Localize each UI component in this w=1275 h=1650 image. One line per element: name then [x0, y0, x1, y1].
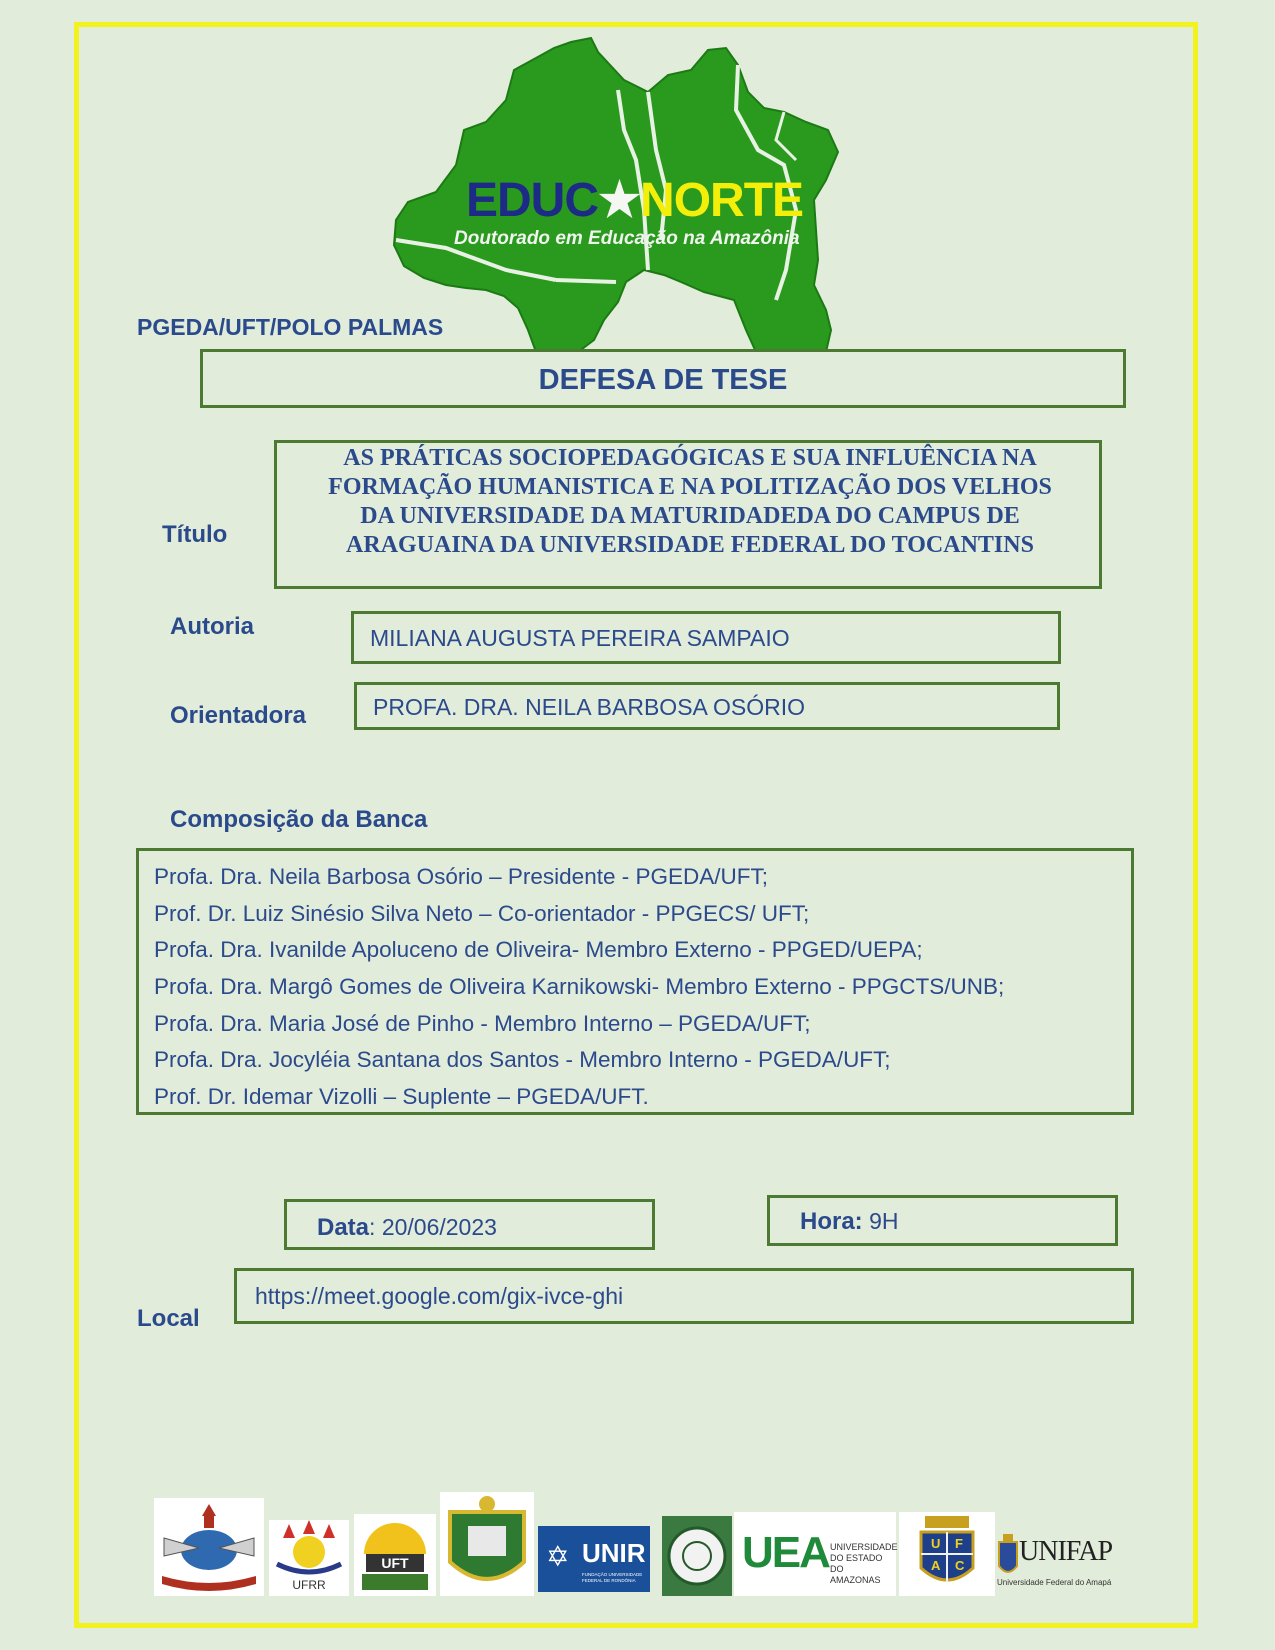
educ-text: EDUC [466, 174, 599, 227]
ufrr-text: UFRR [292, 1578, 326, 1592]
educanorte-wordmark [466, 172, 803, 228]
unifap-subtext: Universidade Federal do Amapá [997, 1578, 1112, 1587]
banca-member: Profa. Dra. Maria José de Pinho - Membro Interno – PGEDA/UFT; [154, 1010, 811, 1036]
ufac-letter: A [931, 1558, 941, 1573]
titulo-label: Título [162, 521, 228, 548]
ufpa-crest-icon [154, 1498, 264, 1596]
uea-subline: UNIVERSIDADE [830, 1542, 898, 1552]
seal-logo [662, 1516, 732, 1596]
orientadora-label: Orientadora [170, 702, 307, 729]
banca-member: Profa. Dra. Jocyléia Santana dos Santos - Membro Interno - PGEDA/UFT; [154, 1047, 891, 1073]
ufac-letter: U [931, 1536, 941, 1551]
partner-logos [154, 1492, 1113, 1602]
banca-member: Profa. Dra. Ivanilde Apoluceno de Oliveira- Membro Externo - PPGED/UEPA; [154, 937, 923, 963]
banca-member: Profa. Dra. Neila Barbosa Osório – Presidente - PGEDA/UFT; [154, 864, 768, 889]
uft-sun-icon [354, 1514, 436, 1554]
defesa-heading: DEFESA DE TESE [538, 364, 788, 396]
autoria-value: MILIANA AUGUSTA PEREIRA SAMPAIO [370, 625, 790, 651]
data-line [317, 1214, 497, 1242]
ufrr-logo [269, 1520, 349, 1596]
autoria-box [351, 611, 1061, 664]
banca-list [154, 859, 1004, 1116]
unifap-text: UNIFAP [1019, 1536, 1113, 1567]
local-link[interactable]: https://meet.google.com/gix-ivce-ghi [255, 1283, 624, 1309]
titulo-line: DA UNIVERSIDADE DA MATURIDADEDA DO CAMPUS DE [360, 503, 1020, 529]
uft-logo [354, 1514, 436, 1596]
uepa-shield-icon [440, 1492, 534, 1596]
autoria-label: Autoria [170, 613, 254, 640]
titulo-text [280, 444, 1100, 560]
unir-star-icon: ✡ [546, 1541, 570, 1572]
ufac-letter: C [955, 1558, 965, 1573]
titulo-line: AS PRÁTICAS SOCIOPEDAGÓGICAS E SUA INFLUÊNCIA NA [343, 445, 1037, 471]
star-icon: ★ [598, 174, 641, 227]
ufac-logo [899, 1512, 995, 1596]
unifap-logo [997, 1528, 1113, 1598]
hora-value: 9H [869, 1208, 899, 1234]
uea-subline: DO ESTADO DO [830, 1553, 883, 1574]
unir-logo [538, 1526, 650, 1592]
uepa-logo [440, 1492, 534, 1596]
local-box [234, 1268, 1134, 1324]
local-label: Local [137, 1305, 200, 1332]
ufrr-emblem-icon [269, 1520, 349, 1576]
ufac-letter: F [955, 1536, 963, 1551]
banca-member: Prof. Dr. Luiz Sinésio Silva Neto – Co-orientador - PPGECS/ UFT; [154, 900, 810, 926]
banca-member: Profa. Dra. Margô Gomes de Oliveira Karnikowski- Membro Externo - PPGCTS/UNB; [154, 974, 1005, 1000]
unifap-crest-icon [997, 1532, 1019, 1580]
defesa-box [200, 349, 1126, 408]
titulo-line: ARAGUAINA DA UNIVERSIDADE FEDERAL DO TOCANTINS [346, 532, 1034, 558]
ufpa-logo [154, 1498, 264, 1596]
data-box [284, 1199, 655, 1250]
norte-text: NORTE [640, 174, 804, 227]
unir-subtext: FUNDAÇÃO UNIVERSIDADE FEDERAL DE RONDÔNIA [582, 1572, 643, 1583]
hora-box [767, 1195, 1118, 1246]
hora-line [800, 1208, 898, 1236]
data-value: 20/06/2023 [381, 1214, 497, 1240]
orientadora-value: PROFA. DRA. NEILA BARBOSA OSÓRIO [373, 694, 806, 720]
uft-text: UFT [366, 1554, 424, 1572]
banca-member: Prof. Dr. Idemar Vizolli – Suplente – PGEDA/UFT. [154, 1084, 649, 1110]
titulo-line: FORMAÇÃO HUMANISTICA E NA POLITIZAÇÃO DOS VELHOS [328, 474, 1052, 500]
hora-label: Hora: [800, 1208, 863, 1235]
ufac-shield-icon [899, 1512, 995, 1596]
logo-subtitle: Doutorado em Educação na Amazônia [454, 228, 800, 249]
data-label: Data [317, 1214, 370, 1241]
uft-stars-icon [362, 1574, 428, 1590]
data-sep: : [369, 1214, 382, 1240]
banca-label: Composição da Banca [170, 806, 428, 833]
uea-text: UEA [742, 1528, 829, 1577]
unir-text: UNIR [582, 1538, 646, 1568]
uea-subtext [830, 1542, 898, 1586]
program-label: PGEDA/UFT/POLO PALMAS [137, 314, 444, 340]
uea-logo [734, 1512, 896, 1596]
seal-icon [662, 1516, 732, 1596]
orientadora-box [354, 682, 1060, 730]
uea-subline: AMAZONAS [830, 1575, 881, 1585]
